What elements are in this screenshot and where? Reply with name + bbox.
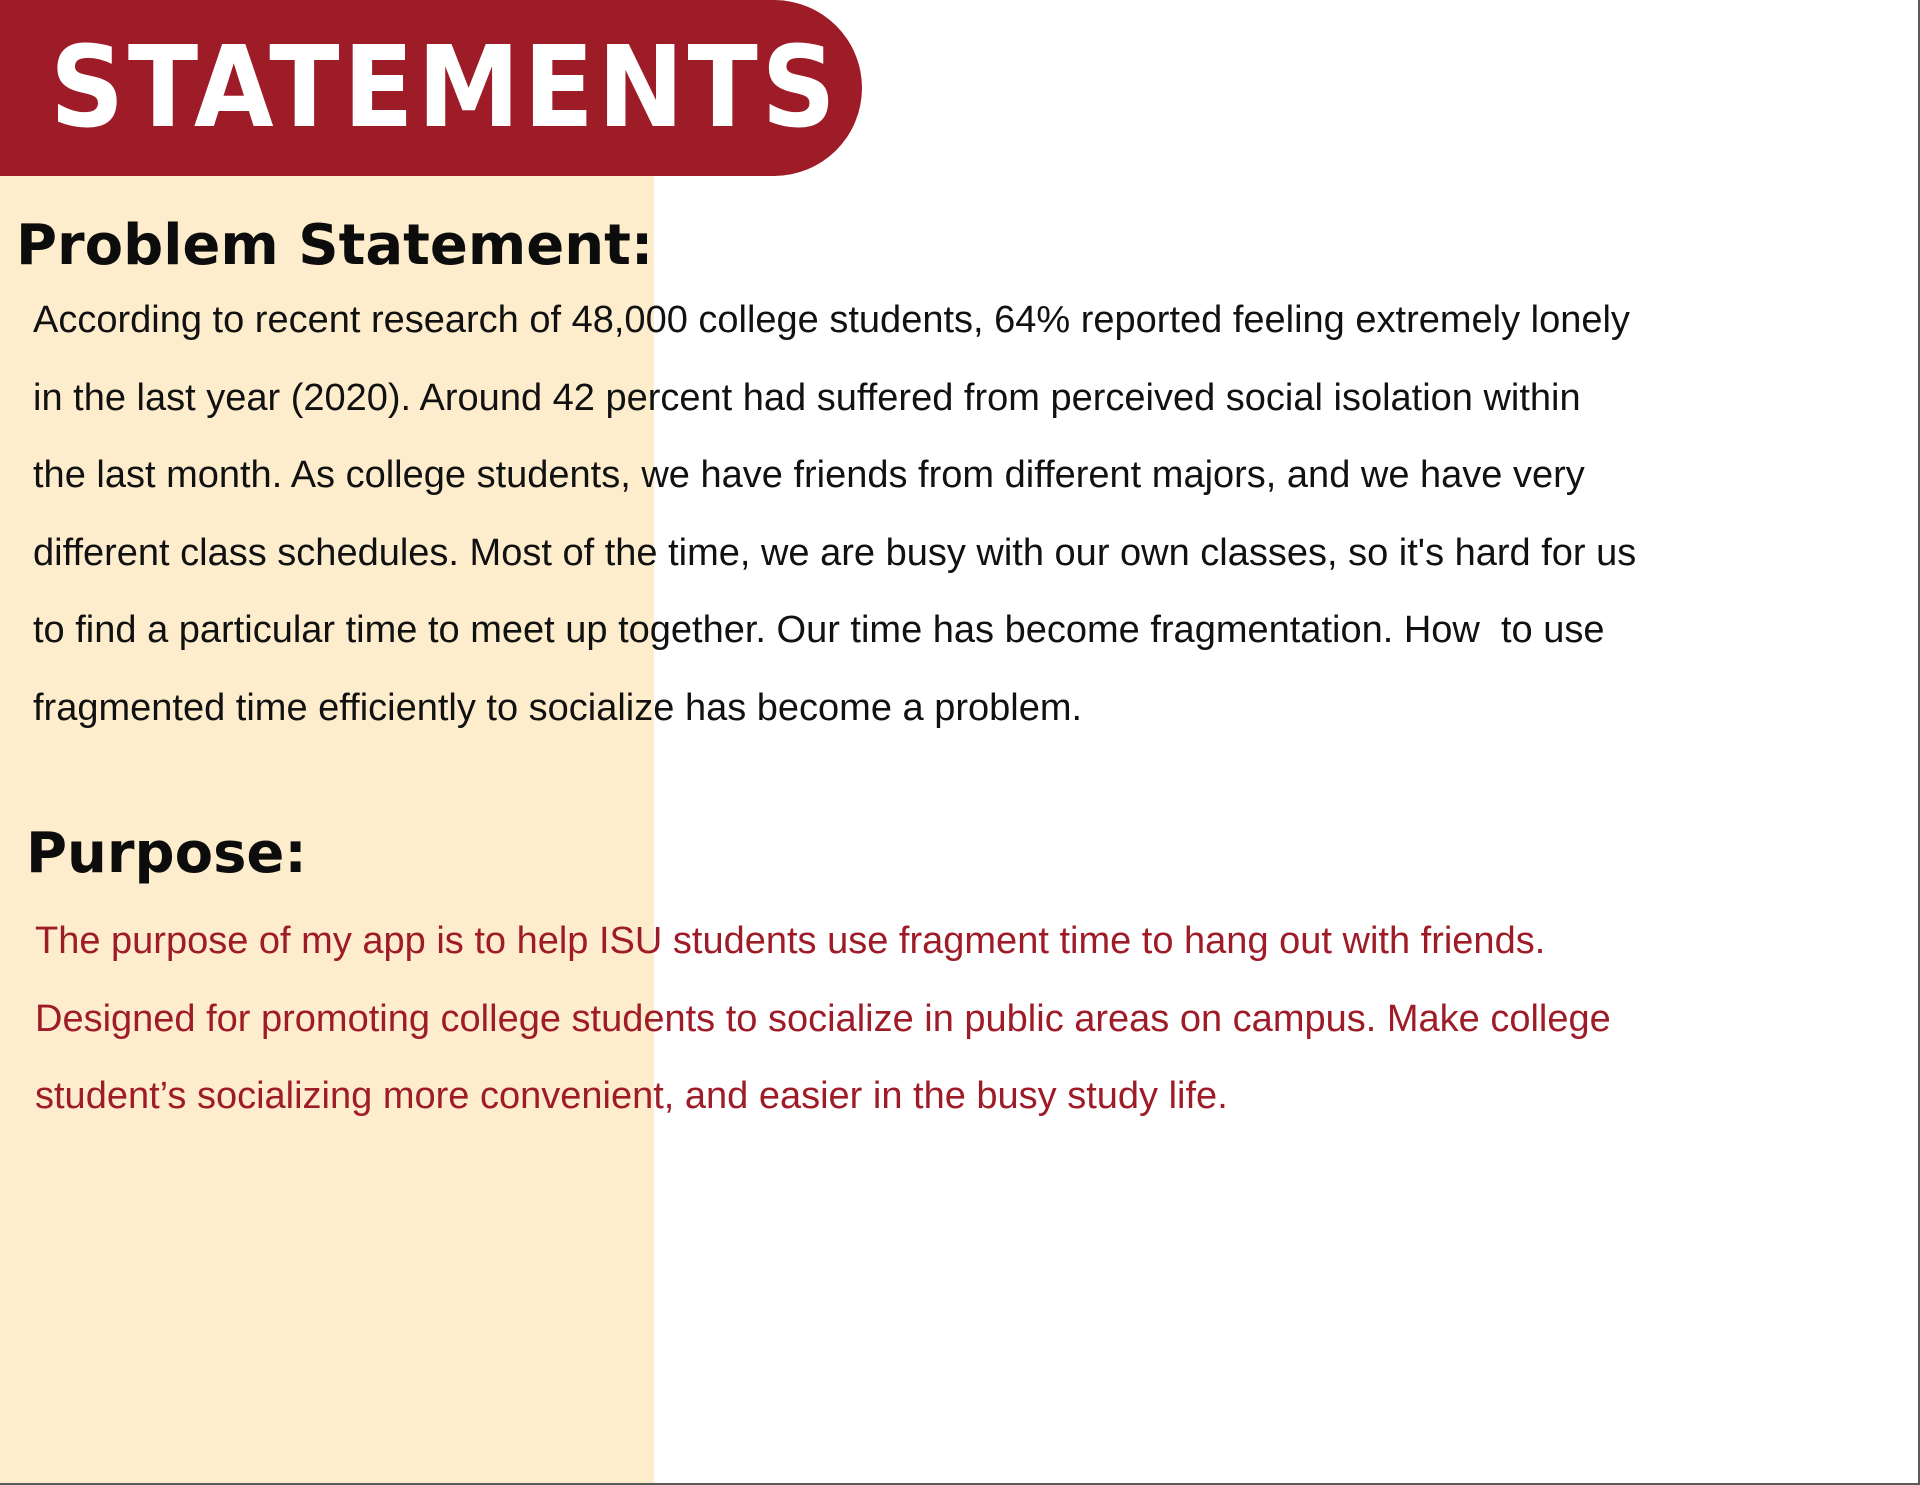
- purpose-line: Designed for promoting college students to socialize in public areas on campus. Make college: [35, 997, 1611, 1040]
- problem-line: different class schedules. Most of the time, we are busy with our own classes, so it's hard for us: [33, 531, 1637, 574]
- problem-line: to find a particular time to meet up together. Our time has become fragmentation. How to use: [33, 609, 1605, 651]
- problem-line: fragmented time efficiently to socialize has become a problem.: [33, 686, 1083, 729]
- purpose-body: [35, 903, 1895, 1136]
- problem-line: the last month. As college students, we have friends from different majors, and we have very: [33, 454, 1585, 496]
- page-title: STATEMENTS: [50, 23, 840, 153]
- problem-line: in the last year (2020). Around 42 percent had suffered from perceived social isolation within: [33, 376, 1581, 419]
- purpose-line: student’s socializing more convenient, and easier in the busy study life.: [35, 1075, 1228, 1117]
- problem-statement-heading: Problem Statement:: [16, 213, 654, 278]
- purpose-line: The purpose of my app is to help ISU students use fragment time to hang out with friends.: [35, 920, 1546, 962]
- problem-line: According to recent research of 48,000 college students, 64% reported feeling extremely lonely: [33, 299, 1630, 341]
- problem-statement-body: [33, 282, 1893, 747]
- purpose-heading: Purpose:: [26, 821, 307, 886]
- title-banner: [0, 0, 862, 176]
